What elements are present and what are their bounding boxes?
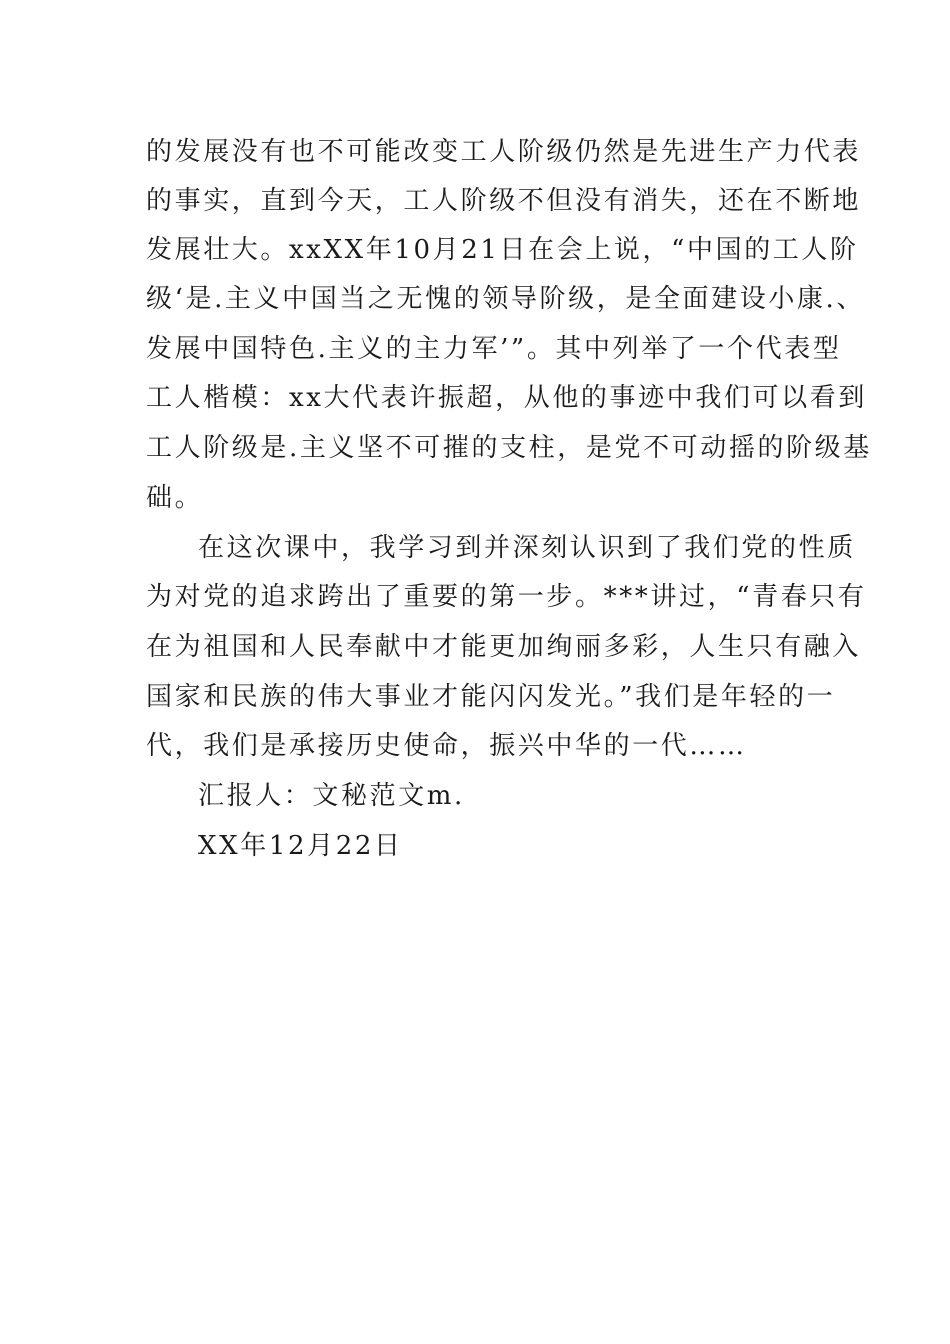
- paragraph-1-line-8: 础。: [146, 483, 204, 513]
- paragraph-2-line-3: 在为祖国和人民奉献中才能更加绚丽多彩，人生只有融入: [146, 632, 862, 662]
- paragraph-1-line-7: 工人阶级是.主义坚不可摧的支柱，是党不可动摇的阶级基: [146, 433, 872, 463]
- date-line: XX年12月22日: [198, 831, 403, 861]
- paragraph-1-line-6: 工人楷模：xx大代表许振超，从他的事迹中我们可以看到: [146, 383, 867, 413]
- paragraph-2-line-2: 为对党的追求跨出了重要的第一步。***讲过，“青春只有: [146, 582, 867, 612]
- paragraph-2-line-4: 国家和民族的伟大事业才能闪闪发光。”我们是年轻的一: [146, 682, 836, 712]
- paragraph-2-line-5: 代，我们是承接历史使命，振兴中华的一代……: [146, 731, 747, 761]
- paragraph-1-line-2: 的事实，直到今天，工人阶级不但没有消失，还在不断地: [146, 186, 862, 216]
- paragraph-1-line-1: 的发展没有也不可能改变工人阶级仍然是先进生产力代表: [146, 137, 862, 167]
- paragraph-2-line-1: 在这次课中，我学习到并深刻认识到了我们党的性质: [198, 533, 856, 563]
- reporter-line: 汇报人：文秘范文m.: [198, 781, 465, 811]
- paragraph-1-line-4: 级‘是.主义中国当之无愧的领导阶级，是全面建设小康.、: [146, 284, 865, 314]
- paragraph-1-line-5: 发展中国特色.主义的主力军’”。其中列举了一个代表型: [146, 334, 842, 364]
- paragraph-1-line-3: 发展壮大。xxXX年10月21日在会上说，“中国的工人阶: [146, 235, 859, 265]
